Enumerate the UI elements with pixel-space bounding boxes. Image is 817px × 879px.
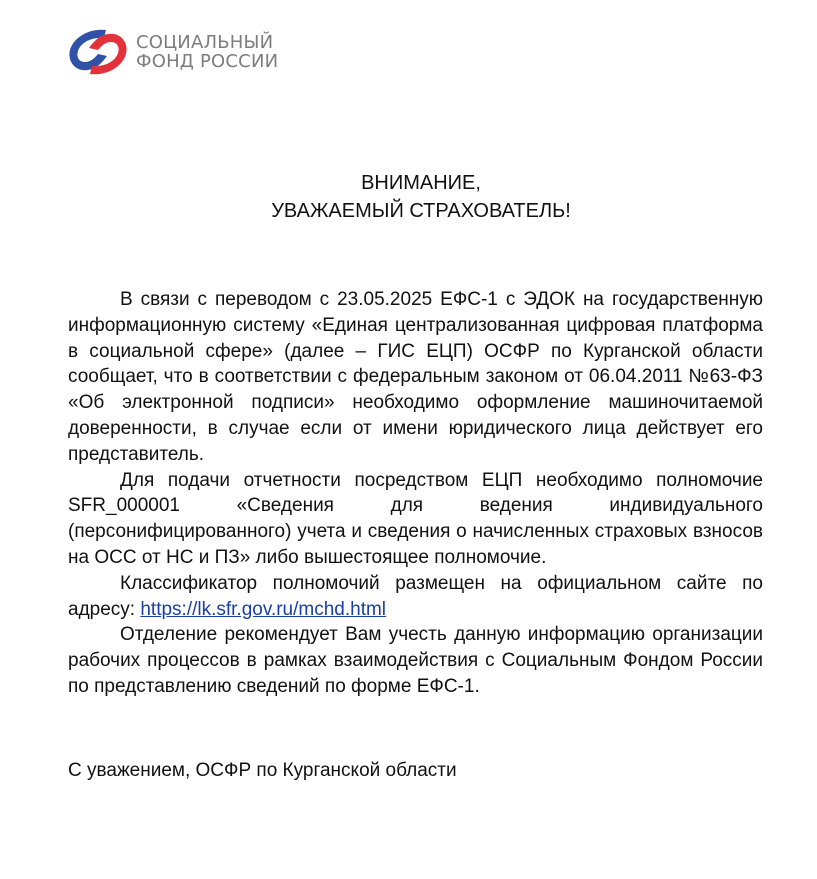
paragraph-2: Для подачи отчетности посредством ЕЦП необходимо полномочие SFR_000001 «Сведения для ведения индивидуального (персонифицированного) учета и сведения о начисленных страховых взносов на ОСС от НС и ПЗ» либо вышестоящее полномочие.: [68, 469, 763, 568]
paragraph-4: Отделение рекомендует Вам учесть данную информацию организации рабочих процессов в рамках взаимодействия с Социальным Фондом России по представлению сведений по форме ЕФС-1.: [68, 624, 763, 697]
paragraph-3: [68, 571, 763, 623]
classifier-link[interactable]: https://lk.sfr.gov.ru/mchd.html: [140, 598, 387, 620]
heading-line1: ВНИМАНИЕ,: [361, 172, 481, 194]
page-title: [0, 169, 817, 225]
signature: С уважением, ОСФР по Курганской области: [68, 760, 457, 781]
paragraph-3-text: Классификатор полномочий размещен на официальном сайте по адресу:: [68, 572, 763, 620]
logo-text: [136, 33, 278, 71]
sfr-logo-icon: [66, 26, 130, 78]
logo-text-line1: СОЦИАЛЬНЫЙ: [136, 32, 274, 53]
letter-body: [68, 287, 763, 700]
paragraph-1: В связи с переводом с 23.05.2025 ЕФС-1 с ЭДОК на государственную информационную систему «Единая централизованная цифровая платформа в социальной сфере» (далее – ГИС ЕЦП) ОСФР по Курганской области сообщает, что в соответствии с федеральным законом от 06.04.2011 №63-ФЗ «Об электронной подписи» необходимо оформление машиночитаемой доверенности, в случае если от имени юридического лица действует его представитель.: [68, 289, 763, 465]
logo: [66, 26, 278, 78]
heading-line2: УВАЖАЕМЫЙ СТРАХОВАТЕЛЬ!: [271, 200, 571, 222]
logo-text-line2: ФОНД РОССИИ: [136, 51, 279, 72]
